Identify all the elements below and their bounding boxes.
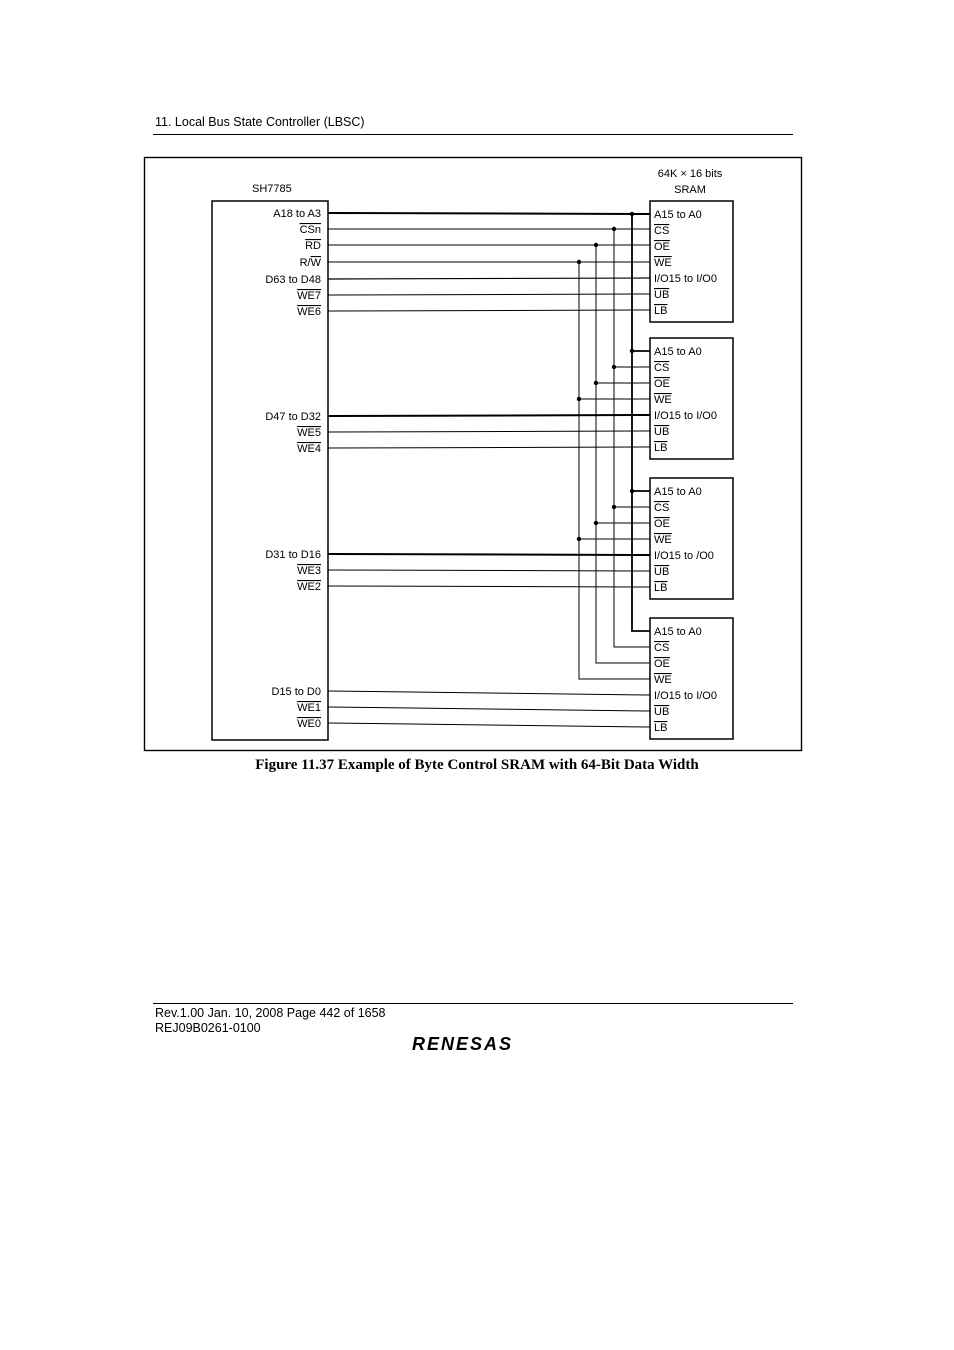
sram-title: 64K × 16 bits bbox=[657, 168, 723, 180]
controller-pin-label: R/W bbox=[299, 257, 321, 269]
sram-pin-label: I/O15 to I/O0 bbox=[654, 410, 717, 422]
controller-pin-label: WE5 bbox=[297, 427, 321, 439]
byte-enable-line bbox=[328, 294, 650, 295]
data-bus-line bbox=[328, 415, 650, 416]
sram-pin-label: LB bbox=[654, 722, 668, 734]
sram-pin-label: CS bbox=[654, 642, 670, 654]
controller-pin-label: D47 to D32 bbox=[265, 411, 321, 423]
sram-pin-label: A15 to A0 bbox=[654, 626, 702, 638]
data-bus-line bbox=[328, 554, 650, 555]
byte-enable-line bbox=[328, 723, 650, 727]
address-bus-line bbox=[328, 213, 650, 214]
byte-enable-line bbox=[328, 310, 650, 311]
sram-pin-label: WE bbox=[654, 394, 672, 406]
byte-enable-line bbox=[328, 586, 650, 587]
figure-frame bbox=[145, 158, 802, 751]
sram-pin-label: CS bbox=[654, 362, 670, 374]
byte-enable-line bbox=[328, 570, 650, 571]
data-bus-line bbox=[328, 278, 650, 279]
sram-pin-label: A15 to A0 bbox=[654, 209, 702, 221]
sram-pin-label: UB bbox=[654, 706, 670, 718]
controller-pin-label: D15 to D0 bbox=[271, 686, 321, 698]
controller-pin-label: WE4 bbox=[297, 443, 321, 455]
footer-rule bbox=[153, 1003, 793, 1004]
byte-enable-line bbox=[328, 447, 650, 448]
sram-pin-label: WE bbox=[654, 257, 672, 269]
controller-pin-label: WE2 bbox=[297, 581, 321, 593]
sram-pin-label: CS bbox=[654, 225, 670, 237]
sram-pin-label: LB bbox=[654, 305, 668, 317]
controller-pin-label: WE3 bbox=[297, 565, 321, 577]
controller-pin-label: A18 to A3 bbox=[273, 208, 321, 220]
sram-pin-label: UB bbox=[654, 289, 670, 301]
sram-title-type: SRAM bbox=[674, 184, 706, 196]
sram-pin-label: UB bbox=[654, 566, 670, 578]
sram-pin-label: I/O15 to I/O0 bbox=[654, 690, 717, 702]
sram-pin-label: UB bbox=[654, 426, 670, 438]
renesas-logo-text: RENESAS bbox=[412, 1034, 514, 1054]
section-header: 11. Local Bus State Controller (LBSC) bbox=[155, 115, 365, 129]
sram-pin-label: OE bbox=[654, 378, 670, 390]
controller-pin-label: D63 to D48 bbox=[265, 274, 321, 286]
sram-pin-label: WE bbox=[654, 534, 672, 546]
figure-caption: Figure 11.37 Example of Byte Control SRAM with 64-Bit Data Width bbox=[255, 757, 699, 773]
sram-pin-label: OE bbox=[654, 241, 670, 253]
byte-enable-line bbox=[328, 431, 650, 432]
controller-pin-label: D31 to D16 bbox=[265, 549, 321, 561]
sram-pin-label: OE bbox=[654, 518, 670, 530]
controller-pin-label: RD bbox=[305, 240, 321, 252]
controller-pin-label: WE0 bbox=[297, 718, 321, 730]
controller-name: SH7785 bbox=[252, 183, 292, 195]
address-bus-vertical bbox=[632, 214, 650, 631]
byte-enable-line bbox=[328, 707, 650, 711]
sram-pin-label: A15 to A0 bbox=[654, 486, 702, 498]
sram-pin-label: A15 to A0 bbox=[654, 346, 702, 358]
data-bus-line bbox=[328, 691, 650, 695]
sram-pin-label: I/O15 to /O0 bbox=[654, 550, 714, 562]
renesas-logo bbox=[412, 1032, 536, 1054]
controller-pin-label: WE6 bbox=[297, 306, 321, 318]
controller-pin-label: CSn bbox=[299, 224, 321, 236]
sram-pin-label: WE bbox=[654, 674, 672, 686]
sram-pin-label: LB bbox=[654, 582, 668, 594]
read-strobe-vertical bbox=[596, 245, 650, 663]
controller-pin-label: WE7 bbox=[297, 290, 321, 302]
sram-pin-label: CS bbox=[654, 502, 670, 514]
sram-pin-label: I/O15 to I/O0 bbox=[654, 273, 717, 285]
controller-pin-label: WE1 bbox=[297, 702, 321, 714]
sram-pin-label: LB bbox=[654, 442, 668, 454]
sram-pin-label: OE bbox=[654, 658, 670, 670]
footer-revision: Rev.1.00 Jan. 10, 2008 Page 442 of 1658 bbox=[155, 1006, 386, 1020]
footer-doc-number: REJ09B0261-0100 bbox=[155, 1021, 261, 1035]
